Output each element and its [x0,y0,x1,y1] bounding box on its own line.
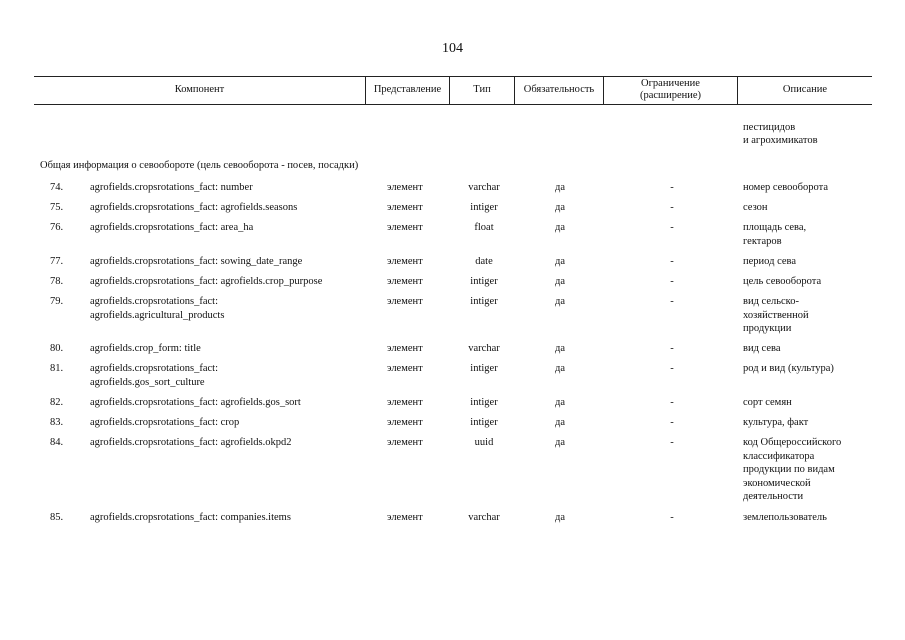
row-required: да [554,512,565,523]
row-limitation: - [670,182,674,193]
header-description: Описание [782,84,828,95]
row-number: 83. [50,417,64,428]
row-required: да [554,417,565,428]
row-limitation: - [670,363,674,374]
section-title: Общая информация о севообороте (цель севооборота - посев, посадки) [40,160,359,171]
row-number: 84. [50,437,64,448]
row-required: да [554,202,565,213]
row-type: intiger [470,363,498,374]
row-component: agrofields.cropsrotations_fact: agrofields.gos_sort_culture [90,363,218,388]
row-type: intiger [470,296,498,307]
page-number: 104 [442,41,463,56]
row-limitation: - [670,256,674,267]
row-description: код Общероссийского классификатора продукции по видам экономической деятельности [743,437,842,502]
row-type: intiger [470,202,498,213]
row-representation: элемент [387,296,423,307]
row-type: intiger [470,397,498,408]
header-required: Обязательность [515,76,604,104]
row-required: да [554,182,565,193]
row-representation: элемент [387,397,423,408]
row-component: agrofields.cropsrotations_fact: agrofields.seasons [90,202,298,213]
row-type: intiger [470,276,498,287]
row-description: сезон [743,202,768,213]
row-number: 74. [50,182,64,193]
row-description: землепользователь [743,512,827,523]
row-type: float [474,222,494,233]
row-limitation: - [670,296,674,307]
row-limitation: - [670,512,674,523]
row-number: 80. [50,343,64,354]
row-number: 85. [50,512,64,523]
row-representation: элемент [387,512,423,523]
row-required: да [554,397,565,408]
row-component: agrofields.crop_form: title [90,343,201,354]
header-type: Тип [450,76,515,104]
row-component: agrofields.cropsrotations_fact: agrofields.agricultural_products [90,296,225,321]
row-required: да [554,363,565,374]
header-representation: Представление [366,76,450,104]
row-type: intiger [470,417,498,428]
row-description: площадь сева, гектаров [743,222,807,247]
row-number: 75. [50,202,64,213]
row-description: период сева [743,256,796,267]
row-representation: элемент [387,202,423,213]
row-limitation: - [670,417,674,428]
row-description: вид сельско- хозяйственной продукции [743,296,809,334]
row-number: 77. [50,256,64,267]
row-representation: элемент [387,182,423,193]
row-number: 76. [50,222,64,233]
row-description: культура, факт [743,417,809,428]
row-required: да [554,343,565,354]
row-description: род и вид (культура) [743,363,834,374]
row-required: да [554,256,565,267]
table-header-rule [34,104,872,105]
header-component: Компонент [34,76,366,104]
row-description: цель севооборота [743,276,822,287]
row-component: agrofields.cropsrotations_fact: area_ha [90,222,254,233]
row-description: сорт семян [743,397,792,408]
row-number: 81. [50,363,64,374]
row-limitation: - [670,397,674,408]
row-number: 79. [50,296,64,307]
row-type: uuid [474,437,494,448]
row-description: вид сева [743,343,781,354]
row-description: номер севооборота [743,182,829,193]
row-component: agrofields.cropsrotations_fact: crop [90,417,240,428]
row-limitation: - [670,343,674,354]
row-representation: элемент [387,276,423,287]
row-component: agrofields.cropsrotations_fact: agrofields.okpd2 [90,437,292,448]
row-component: agrofields.cropsrotations_fact: agrofields.crop_purpose [90,276,323,287]
row-representation: элемент [387,437,423,448]
row-limitation: - [670,276,674,287]
row-required: да [554,276,565,287]
row-representation: элемент [387,256,423,267]
row-limitation: - [670,222,674,233]
row-type: varchar [468,343,500,354]
row-type: varchar [468,512,500,523]
header-limitation: Ограничение (расширение) [604,76,738,104]
row-representation: элемент [387,417,423,428]
row-type: varchar [468,182,500,193]
row-representation: элемент [387,222,423,233]
row-component: agrofields.cropsrotations_fact: agrofields.gos_sort [90,397,301,408]
row-number: 82. [50,397,64,408]
continued-description: пестицидов и агрохимикатов [743,122,818,146]
row-component: agrofields.cropsrotations_fact: number [90,182,253,193]
row-limitation: - [670,437,674,448]
row-required: да [554,437,565,448]
row-required: да [554,222,565,233]
row-representation: элемент [387,343,423,354]
row-component: agrofields.cropsrotations_fact: companies.items [90,512,291,523]
table-header [34,76,872,104]
row-component: agrofields.cropsrotations_fact: sowing_date_range [90,256,303,267]
row-required: да [554,296,565,307]
row-limitation: - [670,202,674,213]
row-type: date [475,256,493,267]
row-representation: элемент [387,363,423,374]
row-number: 78. [50,276,64,287]
